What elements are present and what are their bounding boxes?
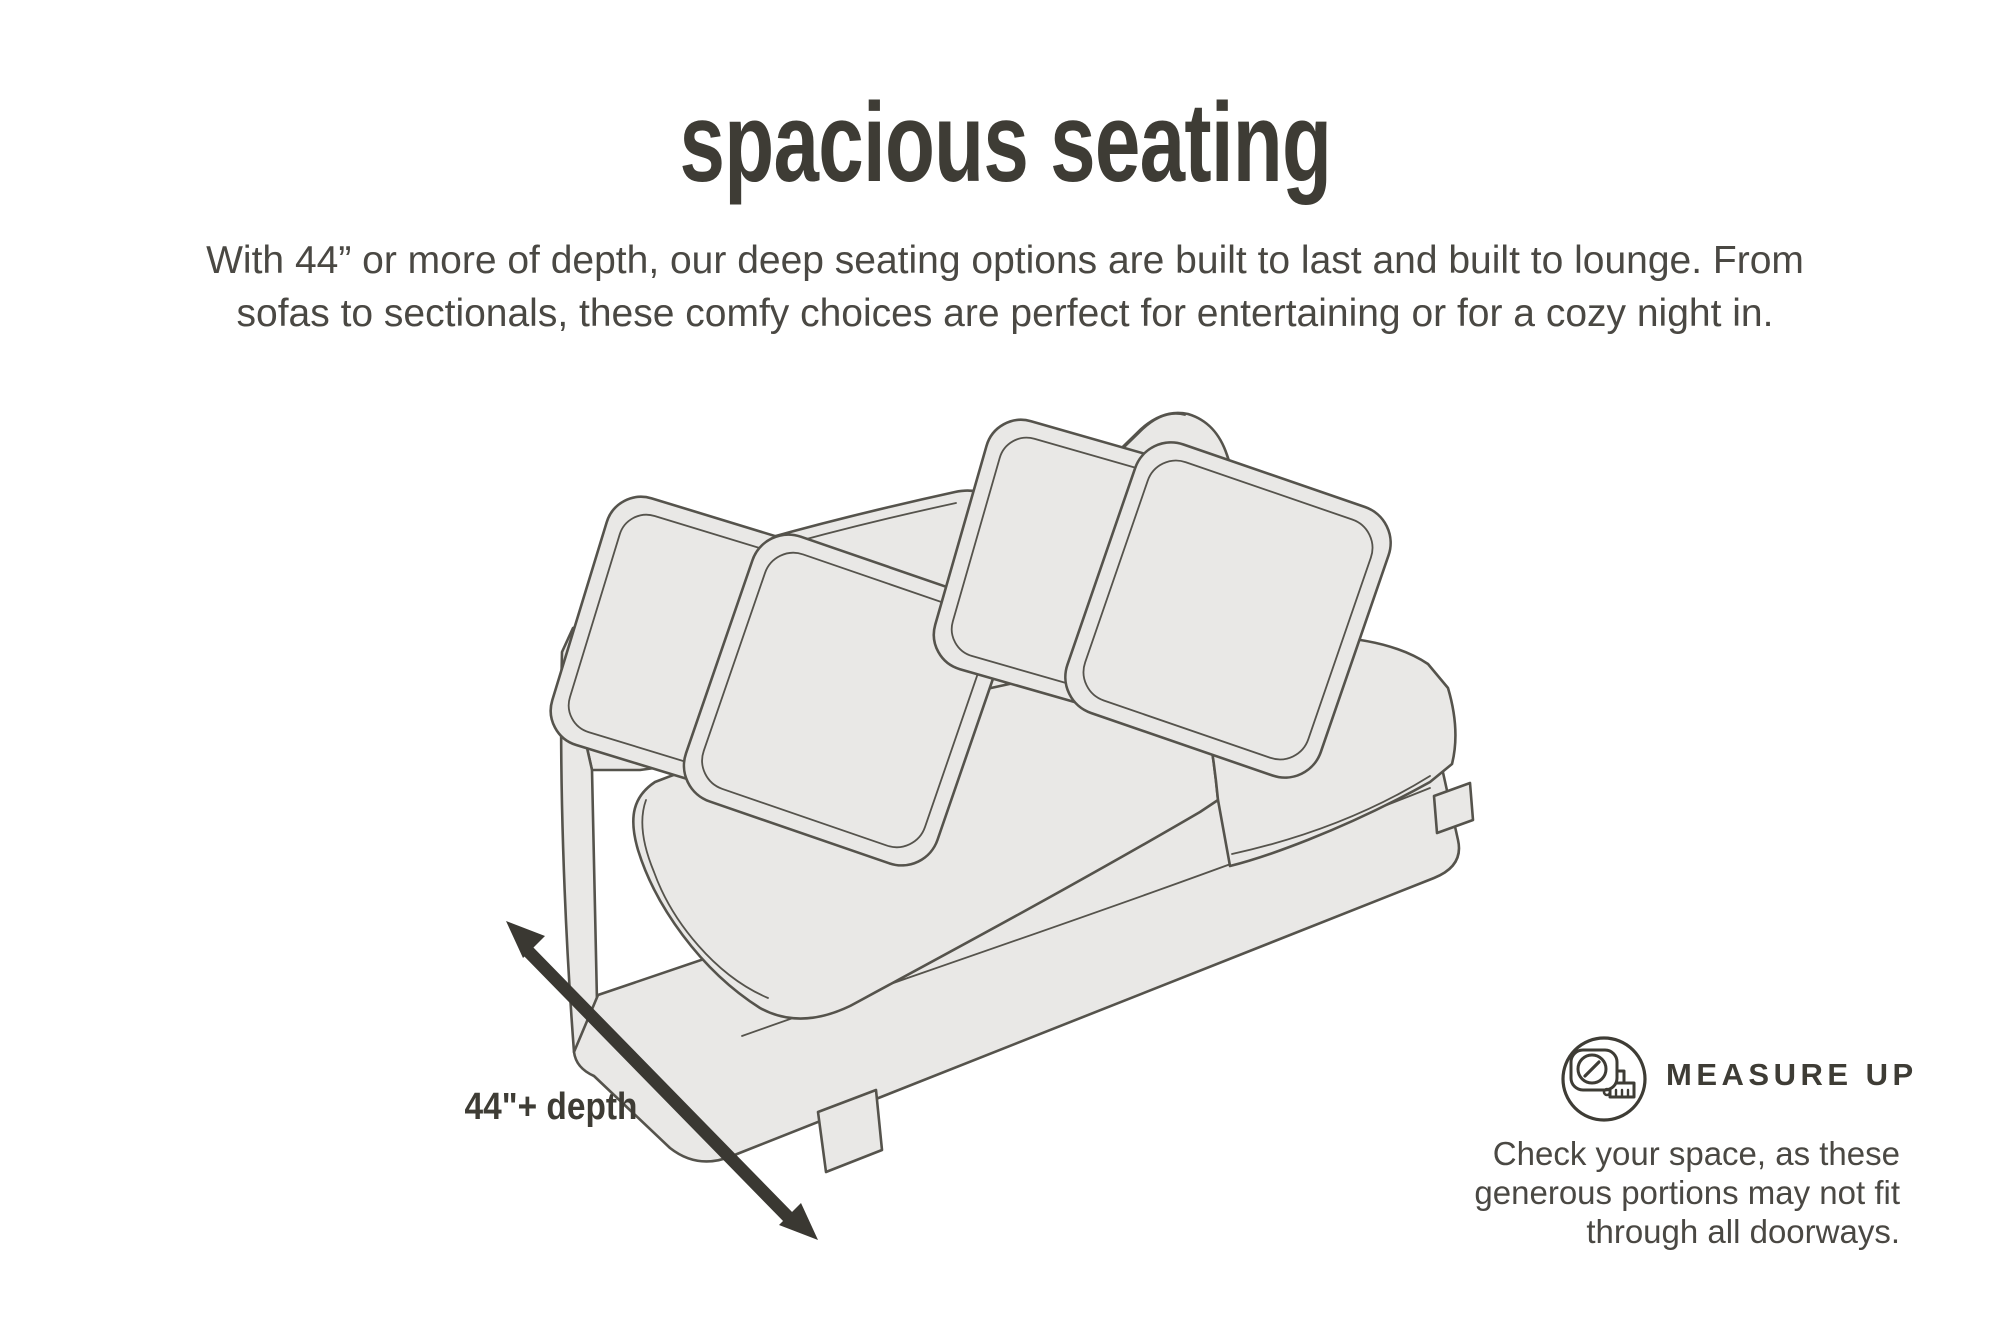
tape-measure-icon (1558, 1033, 1650, 1125)
measure-up-note-line-2: generous portions may not fit (1474, 1174, 1900, 1211)
measure-up-note-line-3: through all doorways. (1586, 1213, 1900, 1250)
intro-line-2: sofas to sectionals, these comfy choices are perfect for entertaining or for a cozy night in. (236, 292, 1774, 335)
measure-up-note-line-1: Check your space, as these (1492, 1135, 1900, 1172)
sofa-drawing (542, 411, 1473, 1172)
page-title (0, 80, 2010, 205)
dimension-label: 44"+ depth (464, 1086, 638, 1128)
measure-up-note (1430, 1134, 1900, 1251)
page-title-text: spacious seating (679, 80, 1331, 205)
measure-up-heading: MEASURE UP (1666, 1057, 1918, 1092)
intro-line-1: With 44” or more of depth, our deep seating options are built to last and built to lounge. From (206, 239, 1804, 282)
